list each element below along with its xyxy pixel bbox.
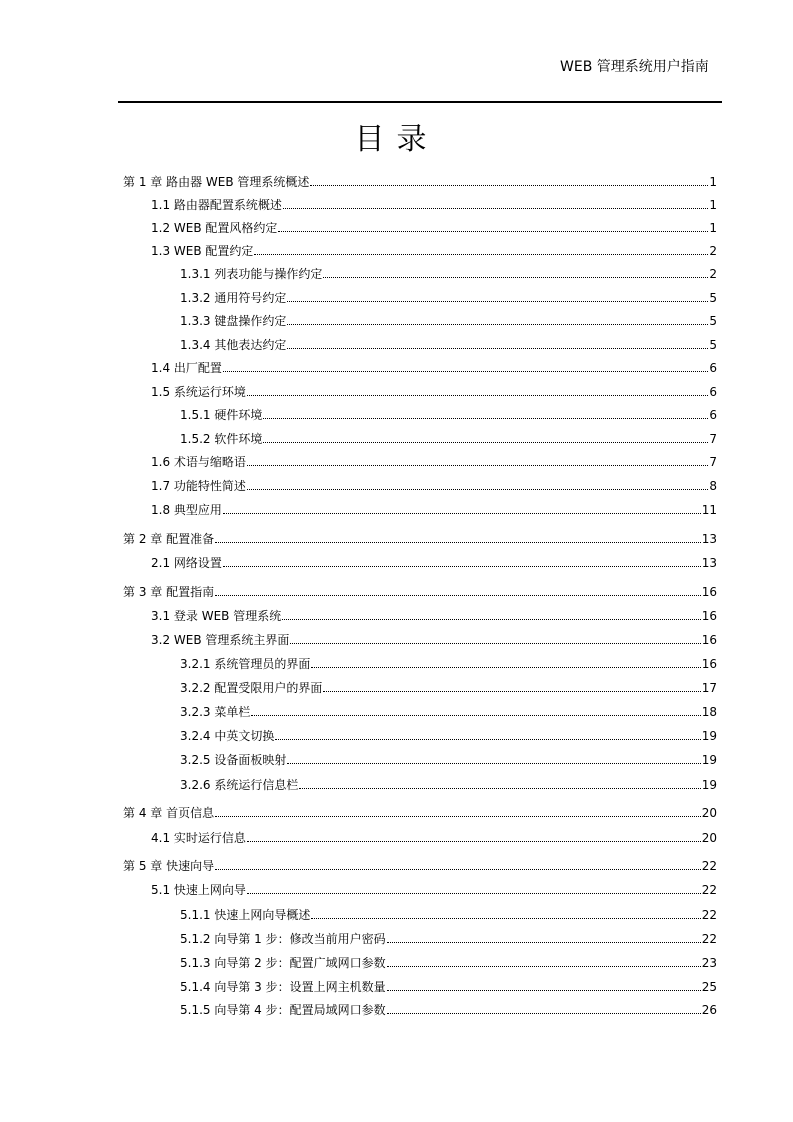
toc-entry-page: 6 (709, 361, 717, 375)
toc-entry-label: 5.1.3 向导第 2 步：配置广域网口参数 (180, 956, 386, 970)
toc-dot-leader (310, 185, 708, 186)
toc-dot-leader (247, 893, 701, 894)
toc-dot-leader (247, 841, 701, 842)
toc-entry-page: 7 (709, 432, 717, 446)
toc-entry[interactable] (151, 452, 717, 470)
toc-dot-leader (215, 869, 701, 870)
toc-entry-label: 3.2.6 系统运行信息栏 (180, 778, 299, 792)
toc-entry[interactable] (180, 977, 717, 995)
toc-entry-page: 23 (701, 956, 717, 970)
toc-entry-page: 19 (701, 729, 717, 743)
toc-dot-leader (323, 277, 708, 278)
toc-entry-label: 1.5 系统运行环境 (151, 385, 246, 399)
toc-entry-page: 22 (701, 859, 717, 873)
toc-entry-label: 5.1 快速上网向导 (151, 883, 246, 897)
toc-entry[interactable] (151, 241, 717, 259)
toc-entry-label: 1.3 WEB 配置约定 (151, 244, 254, 258)
toc-entry-page: 16 (701, 609, 717, 623)
toc-entry-page: 1 (709, 198, 717, 212)
toc-entry-label: 1.4 出厂配置 (151, 361, 222, 375)
toc-entry[interactable] (123, 529, 717, 547)
toc-entry-page: 7 (709, 455, 717, 469)
toc-entry[interactable] (123, 856, 717, 874)
toc-dot-leader (223, 513, 701, 514)
toc-entry-page: 5 (709, 338, 717, 352)
toc-entry[interactable] (180, 311, 717, 329)
toc-entry-label: 5.1.4 向导第 3 步：设置上网主机数量 (180, 980, 386, 994)
toc-dot-leader (223, 566, 701, 567)
toc-dot-leader (287, 301, 708, 302)
toc-entry-page: 13 (701, 532, 717, 546)
toc-entry-page: 20 (701, 806, 717, 820)
toc-entry-label: 1.1 路由器配置系统概述 (151, 198, 282, 212)
toc-entry-label: 3.2.2 配置受限用户的界面 (180, 681, 323, 695)
toc-entry[interactable] (180, 905, 717, 923)
page-title: 目录 (354, 122, 439, 157)
toc-entry[interactable] (180, 702, 717, 720)
toc-entry[interactable] (180, 429, 717, 447)
toc-dot-leader (263, 442, 708, 443)
toc-entry-page: 6 (709, 385, 717, 399)
toc-entry-label: 5.1.2 向导第 1 步：修改当前用户密码 (180, 932, 386, 946)
toc-dot-leader (223, 371, 708, 372)
toc-entry-label: 1.6 术语与缩略语 (151, 455, 246, 469)
toc-entry[interactable] (180, 678, 717, 696)
toc-entry-page: 5 (709, 291, 717, 305)
toc-entry-page: 5 (709, 314, 717, 328)
toc-entry-label: 1.8 典型应用 (151, 503, 222, 517)
toc-dot-leader (290, 643, 700, 644)
toc-dot-leader (387, 1013, 701, 1014)
toc-entry-page: 16 (701, 633, 717, 647)
toc-entry-label: 1.3.1 列表功能与操作约定 (180, 267, 323, 281)
toc-entry-page: 17 (701, 681, 717, 695)
toc-entry-label: 3.2.5 设备面板映射 (180, 753, 287, 767)
toc-entry[interactable] (180, 405, 717, 423)
toc-entry-label: 3.2 WEB 管理系统主界面 (151, 633, 290, 647)
toc-entry-label: 第 4 章 首页信息 (123, 806, 215, 820)
toc-entry[interactable] (151, 218, 717, 236)
toc-entry-label: 2.1 网络设置 (151, 556, 222, 570)
toc-entry-label: 1.3.3 键盘操作约定 (180, 314, 287, 328)
toc-dot-leader (247, 465, 708, 466)
toc-entry-label: 3.2.4 中英文切换 (180, 729, 275, 743)
toc-entry[interactable] (123, 172, 717, 190)
toc-dot-leader (282, 619, 701, 620)
toc-entry-page: 22 (701, 883, 717, 897)
toc-entry-page: 19 (701, 753, 717, 767)
toc-entry[interactable] (151, 476, 717, 494)
toc-dot-leader (299, 788, 700, 789)
toc-entry[interactable] (151, 382, 717, 400)
toc-entry-label: 1.2 WEB 配置风格约定 (151, 221, 278, 235)
toc-entry-label: 1.3.4 其他表达约定 (180, 338, 287, 352)
toc-entry[interactable] (151, 880, 717, 898)
toc-entry[interactable] (180, 335, 717, 353)
toc-dot-leader (254, 254, 708, 255)
toc-entry-page: 1 (709, 175, 717, 189)
toc-entry[interactable] (151, 195, 717, 213)
toc-dot-leader (323, 691, 700, 692)
toc-entry[interactable] (180, 775, 717, 793)
toc-entry[interactable] (180, 654, 717, 672)
toc-entry[interactable] (151, 828, 717, 846)
toc-dot-leader (247, 489, 708, 490)
toc-entry-page: 19 (701, 778, 717, 792)
header-title: WEB 管理系统用户指南 (560, 59, 709, 75)
toc-entry[interactable] (123, 582, 717, 600)
toc-dot-leader (263, 418, 708, 419)
toc-entry-label: 1.7 功能特性简述 (151, 479, 246, 493)
toc-dot-leader (287, 324, 708, 325)
toc-entry-page: 2 (709, 267, 717, 281)
toc-dot-leader (311, 918, 700, 919)
toc-entry-label: 4.1 实时运行信息 (151, 831, 246, 845)
toc-dot-leader (215, 595, 701, 596)
toc-dot-leader (251, 715, 700, 716)
toc-entry-page: 22 (701, 908, 717, 922)
toc-dot-leader (283, 208, 708, 209)
toc-entry[interactable] (180, 264, 717, 282)
toc-entry[interactable] (180, 288, 717, 306)
toc-entry[interactable] (180, 750, 717, 768)
toc-entry-page: 16 (701, 657, 717, 671)
toc-entry-page: 18 (701, 705, 717, 719)
toc-entry[interactable] (180, 726, 717, 744)
toc-entry-page: 8 (709, 479, 717, 493)
toc-entry-page: 13 (701, 556, 717, 570)
toc-dot-leader (278, 231, 708, 232)
toc-entry-label: 1.5.1 硬件环境 (180, 408, 263, 422)
toc-dot-leader (275, 739, 700, 740)
toc-dot-leader (311, 667, 700, 668)
toc-entry-label: 第 1 章 路由器 WEB 管理系统概述 (123, 175, 310, 189)
toc-dot-leader (247, 395, 708, 396)
toc-dot-leader (215, 816, 701, 817)
toc-dot-leader (387, 990, 701, 991)
toc-entry[interactable] (151, 630, 717, 648)
toc-entry-page: 16 (701, 585, 717, 599)
toc-entry-label: 第 5 章 快速向导 (123, 859, 215, 873)
toc-entry[interactable] (151, 358, 717, 376)
toc-entry-page: 20 (701, 831, 717, 845)
toc-entry-label: 5.1.1 快速上网向导概述 (180, 908, 311, 922)
toc-entry-page: 22 (701, 932, 717, 946)
toc-entry[interactable] (151, 606, 717, 624)
toc-dot-leader (287, 763, 700, 764)
toc-entry-page: 6 (709, 408, 717, 422)
toc-dot-leader (387, 966, 701, 967)
toc-dot-leader (387, 942, 701, 943)
toc-entry-page: 26 (701, 1003, 717, 1017)
toc-entry-label: 第 3 章 配置指南 (123, 585, 215, 599)
toc-entry-page: 2 (709, 244, 717, 258)
toc-entry[interactable] (180, 929, 717, 947)
toc-entry-page: 25 (701, 980, 717, 994)
toc-entry[interactable] (180, 953, 717, 971)
toc-entry-label: 3.2.1 系统管理员的界面 (180, 657, 311, 671)
toc-entry-label: 1.5.2 软件环境 (180, 432, 263, 446)
toc-entry-label: 5.1.5 向导第 4 步：配置局域网口参数 (180, 1003, 386, 1017)
toc-entry[interactable] (151, 553, 717, 571)
toc-entry-page: 1 (709, 221, 717, 235)
toc-entry[interactable] (123, 803, 717, 821)
toc-entry-label: 3.1 登录 WEB 管理系统 (151, 609, 282, 623)
toc-dot-leader (215, 542, 701, 543)
toc-dot-leader (287, 348, 708, 349)
toc-entry-label: 1.3.2 通用符号约定 (180, 291, 287, 305)
toc-entry-page: 11 (701, 503, 717, 517)
toc-entry-label: 3.2.3 菜单栏 (180, 705, 251, 719)
toc-entry-label: 第 2 章 配置准备 (123, 532, 215, 546)
toc-entry[interactable] (180, 1000, 717, 1018)
toc-entry[interactable] (151, 500, 717, 518)
